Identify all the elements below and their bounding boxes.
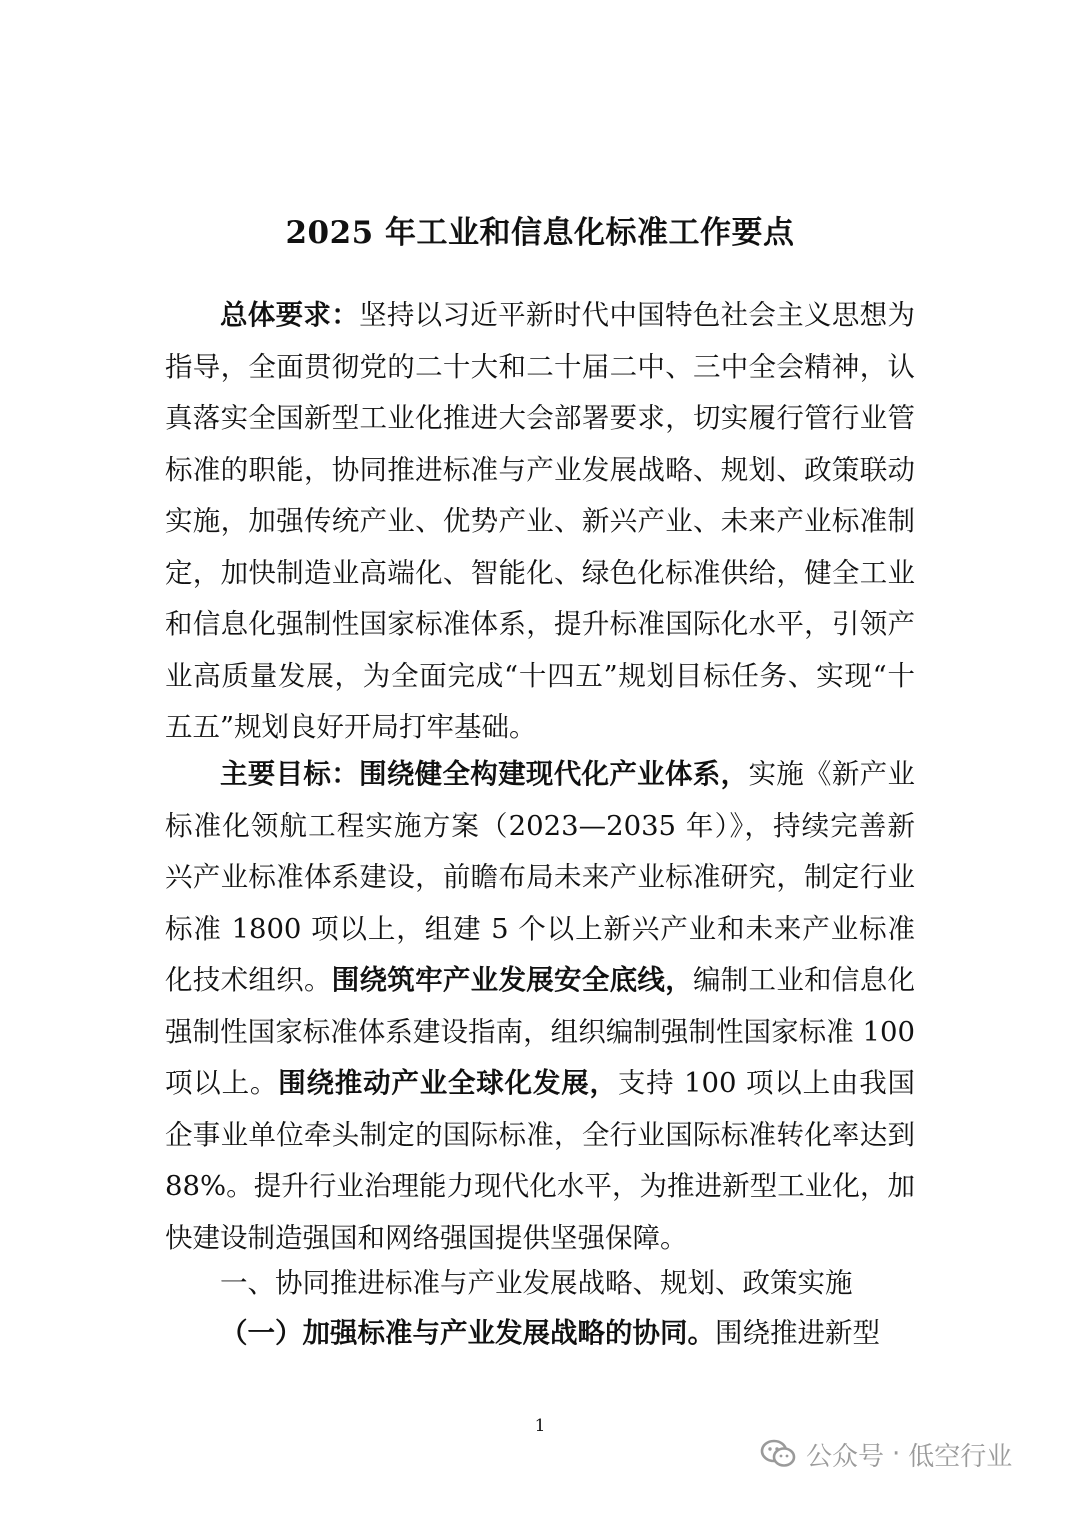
- general-requirements-lead: 总体要求：: [220, 299, 360, 331]
- document-title: 2025 年工业和信息化标准工作要点: [285, 214, 795, 251]
- watermark: [760, 1432, 1012, 1476]
- wechat-official-account-icon: [760, 1438, 796, 1470]
- subsection-1-lead: （一）加强标准与产业发展战略的协同。: [220, 1317, 715, 1349]
- main-goals-bold-3: 围绕推动产业全球化发展，: [278, 1067, 618, 1099]
- watermark-separator: ·: [892, 1439, 901, 1469]
- page-number: 1: [534, 1416, 546, 1436]
- general-requirements-text: 坚持以习近平新时代中国特色社会主义思想为指导，全面贯彻党的二十大和二十届二中、三中全会精神，认真落实全国新型工业化推进大会部署要求，切实履行管行业管标准的职能，协同推进标准与产业发展战略、规划、政策联动实施，加强传统产业、优势产业、新兴产业、未来产业标准制定，加快制造业高端化、智能化、绿色化标准供给，健全工业和信息化强制性国家标准体系，提升标准国际化水平，引领产业高质量发展，为全面完成“十四五”规划目标任务、实现“十五五”规划良好开局打牢基础。: [165, 299, 915, 743]
- main-goals-text-3: 支持 100 项以上由我国企事业单位牵头制定的国际标准，全行业国际标准转化率达到 88%。提升行业治理能力现代化水平，为推进新型工业化，加快建设制造强国和网络强国提供坚强保障。: [165, 1067, 915, 1254]
- main-goals-lead: 主要目标：: [220, 758, 360, 790]
- main-goals-paragraph: [165, 749, 915, 1264]
- main-goals-bold-2: 围绕筑牢产业发展安全底线，: [331, 964, 693, 996]
- main-goals-bold-1: 围绕健全构建现代化产业体系，: [359, 758, 749, 790]
- main-goals-text-1: 实施《新产业标准化领航工程实施方案（2023—2035 年）》，持续完善新兴产业标准体系建设，前瞻布局未来产业标准研究，制定行业标准 1800 项以上，组建 5 个以上新兴产业和未来产业标准化技术组织。: [165, 758, 915, 996]
- section-1-paragraph: [165, 1308, 915, 1360]
- main-goals-text-2: 编制工业和信息化强制性国家标准体系建设指南，组织编制强制性国家标准 100 项以上。: [165, 964, 916, 1099]
- section-1-heading: 一、协同推进标准与产业发展战略、规划、政策实施: [220, 1267, 853, 1299]
- watermark-account: 低空行业: [908, 1441, 1013, 1472]
- watermark-label: 公众号: [806, 1441, 885, 1472]
- subsection-1-text: 围绕推进新型: [715, 1317, 880, 1349]
- general-requirements-paragraph: [165, 290, 915, 754]
